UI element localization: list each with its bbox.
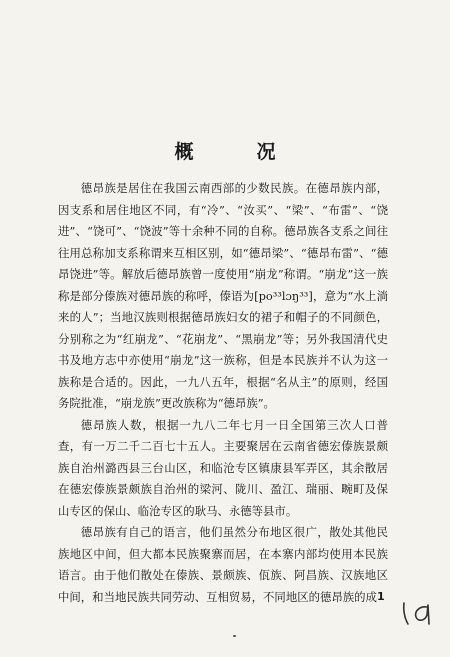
paragraph-language: 德昂族有自己的语言，他们虽然分布地区很广，散处其他民族地区中间，但大都本民族聚寨而居，在本寨内部均使用本民族语言。由于他们散处在傣族、景颇族、佤族、阿昌族、汉族地区中间，和当地民族共同劳动、互相贸易，不同地区的德昂族的成 xyxy=(58,525,388,604)
scan-speck xyxy=(233,635,236,637)
page-title: 概 况 xyxy=(174,141,298,163)
handwritten-mark-icon xyxy=(400,597,434,627)
page-number: 1 xyxy=(377,590,385,603)
paragraph-population: 德昂族人数，根据一九八二年七月一日全国第三次人口普查，有一万二千二百七十五人。主要聚居在云南省德宏傣族景颇族自治州潞西县三台山区，和临沧专区镇康县军弄区，其余散居在德宏傣族景颇族自治州的梁河、陇川、盈江、瑞丽、畹町及保山专区的保山、临沧专区的耿马、永德等县市。 xyxy=(58,417,388,518)
body-text xyxy=(58,178,388,608)
paragraph-ethnonyms: 德昂族是居住在我国云南西部的少数民族。在德昂族内部，因支系和居住地区不同，有“冷”、“汝买”、“梁”、“布雷”、“饶进”、“饶可”、“饶波”等十余种不同的自称。德昂族各支系之间往往用总称加支系称谓来互相区别，如“德昂梁”、“德昂布雷”、“德昂饶进”等。解放后德昂族曾一度使用“崩龙”称谓。“崩龙”这一族称是部分傣族对德昂族的称呼，傣语为[po³³lɔŋ³³]，意为“水上淌来的人”；当地汉族则根据德昂族妇女的裙子和帽子的不同颜色，分别称之为“红崩龙”、“花崩龙”、“黑崩龙”等；另外我国清代史书及地方志中亦使用“崩龙”这一族称，但是本民族并不认为这一族称是合适的。因此，一九八五年，根据“名从主”的原则，经国务院批准，“崩龙族”更改族称为“德昂族”。 xyxy=(58,181,388,410)
